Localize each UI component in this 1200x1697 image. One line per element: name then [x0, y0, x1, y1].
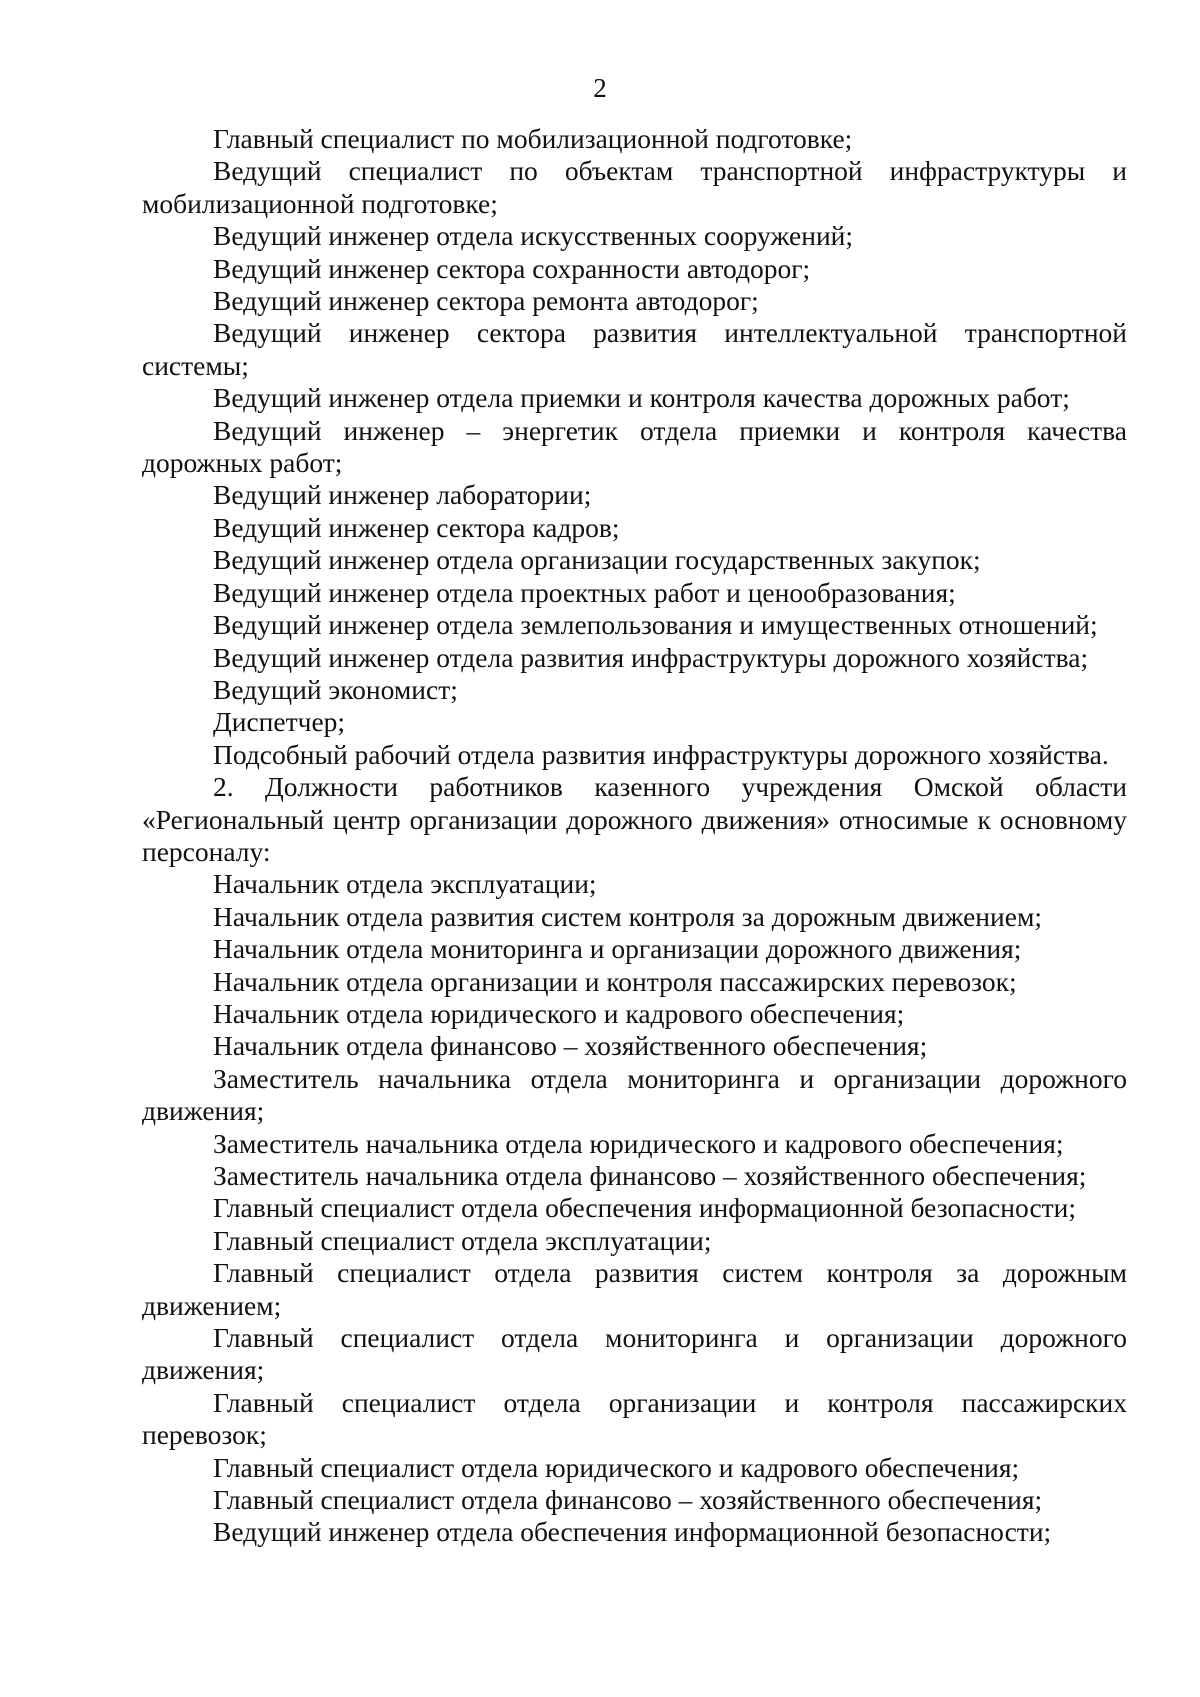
paragraph: Ведущий инженер отдела проектных работ и ценообразования;	[213, 576, 956, 608]
section-heading-paragraph: 2. Должности работников казенного учреждения Омской области «Региональный центр организации дорожного движения» относимые к основному персоналу:	[142, 771, 1127, 867]
paragraph: Ведущий инженер сектора кадров;	[213, 511, 620, 543]
paragraph: Ведущий инженер лаборатории;	[213, 479, 592, 511]
paragraph: Начальник отдела эксплуатации;	[213, 868, 597, 900]
paragraph: Заместитель начальника отдела финансово – хозяйственного обеспечения;	[213, 1160, 1087, 1191]
paragraph: Главный специалист отдела обеспечения информационной безопасности;	[213, 1192, 1077, 1224]
paragraph: Заместитель начальника отдела юридического и кадрового обеспечения;	[213, 1127, 1064, 1159]
paragraph: Главный специалист отдела эксплуатации;	[213, 1224, 712, 1256]
paragraph: Диспетчер;	[213, 706, 346, 738]
paragraph: Ведущий инженер отдела обеспечения информационной безопасности;	[213, 1516, 1052, 1548]
paragraph: Заместитель начальника отдела мониторинга и организации дорожного движения;	[142, 1062, 1127, 1127]
paragraph: Начальник отдела мониторинга и организации дорожного движения;	[213, 933, 1022, 965]
paragraph: Ведущий инженер отдела землепользования и имущественных отношений;	[213, 609, 1098, 641]
page-number: 2	[593, 73, 607, 103]
paragraph: Ведущий инженер сектора ремонта автодорог;	[213, 285, 759, 317]
paragraph: Ведущий инженер отдела организации государственных закупок;	[213, 544, 981, 576]
paragraph: Ведущий инженер сектора развития интеллектуальной транспортной системы;	[142, 317, 1127, 381]
paragraph: Главный специалист по мобилизационной подготовке;	[213, 123, 853, 154]
paragraph: Ведущий инженер отдела искусственных сооружений;	[213, 220, 854, 252]
paragraph: Главный специалист отдела мониторинга и организации дорожного движения;	[142, 1322, 1127, 1386]
paragraph: Главный специалист отдела финансово – хозяйственного обеспечения;	[213, 1484, 1043, 1516]
paragraph: Ведущий экономист;	[213, 673, 458, 705]
paragraph: Главный специалист отдела организации и контроля пассажирских перевозок;	[142, 1386, 1127, 1451]
paragraph: Подсобный рабочий отдела развития инфраструктуры дорожного хозяйства.	[213, 738, 1109, 770]
paragraph: Ведущий инженер отдела развития инфраструктуры дорожного хозяйства;	[213, 641, 1089, 673]
paragraph: Начальник отдела развития систем контроля за дорожным движением;	[213, 900, 1042, 932]
paragraph: Ведущий инженер сектора сохранности автодорог;	[213, 252, 811, 284]
paragraph: Главный специалист отдела юридического и кадрового обеспечения;	[213, 1451, 1020, 1483]
paragraph: Ведущий специалист по объектам транспортной инфраструктуры и мобилизационной подготовке;	[142, 155, 1127, 219]
paragraph: Главный специалист отдела развития систем контроля за дорожным движением;	[142, 1257, 1127, 1321]
paragraph: Начальник отдела юридического и кадрового обеспечения;	[213, 997, 905, 1029]
paragraph: Начальник отдела организации и контроля пассажирских перевозок;	[213, 965, 1017, 997]
document-body	[142, 123, 1127, 1549]
paragraph: Начальник отдела финансово – хозяйственного обеспечения;	[213, 1030, 928, 1062]
paragraph: Ведущий инженер – энергетик отдела приемки и контроля качества дорожных работ;	[142, 414, 1127, 479]
paragraph: Ведущий инженер отдела приемки и контроля качества дорожных работ;	[213, 382, 1070, 414]
